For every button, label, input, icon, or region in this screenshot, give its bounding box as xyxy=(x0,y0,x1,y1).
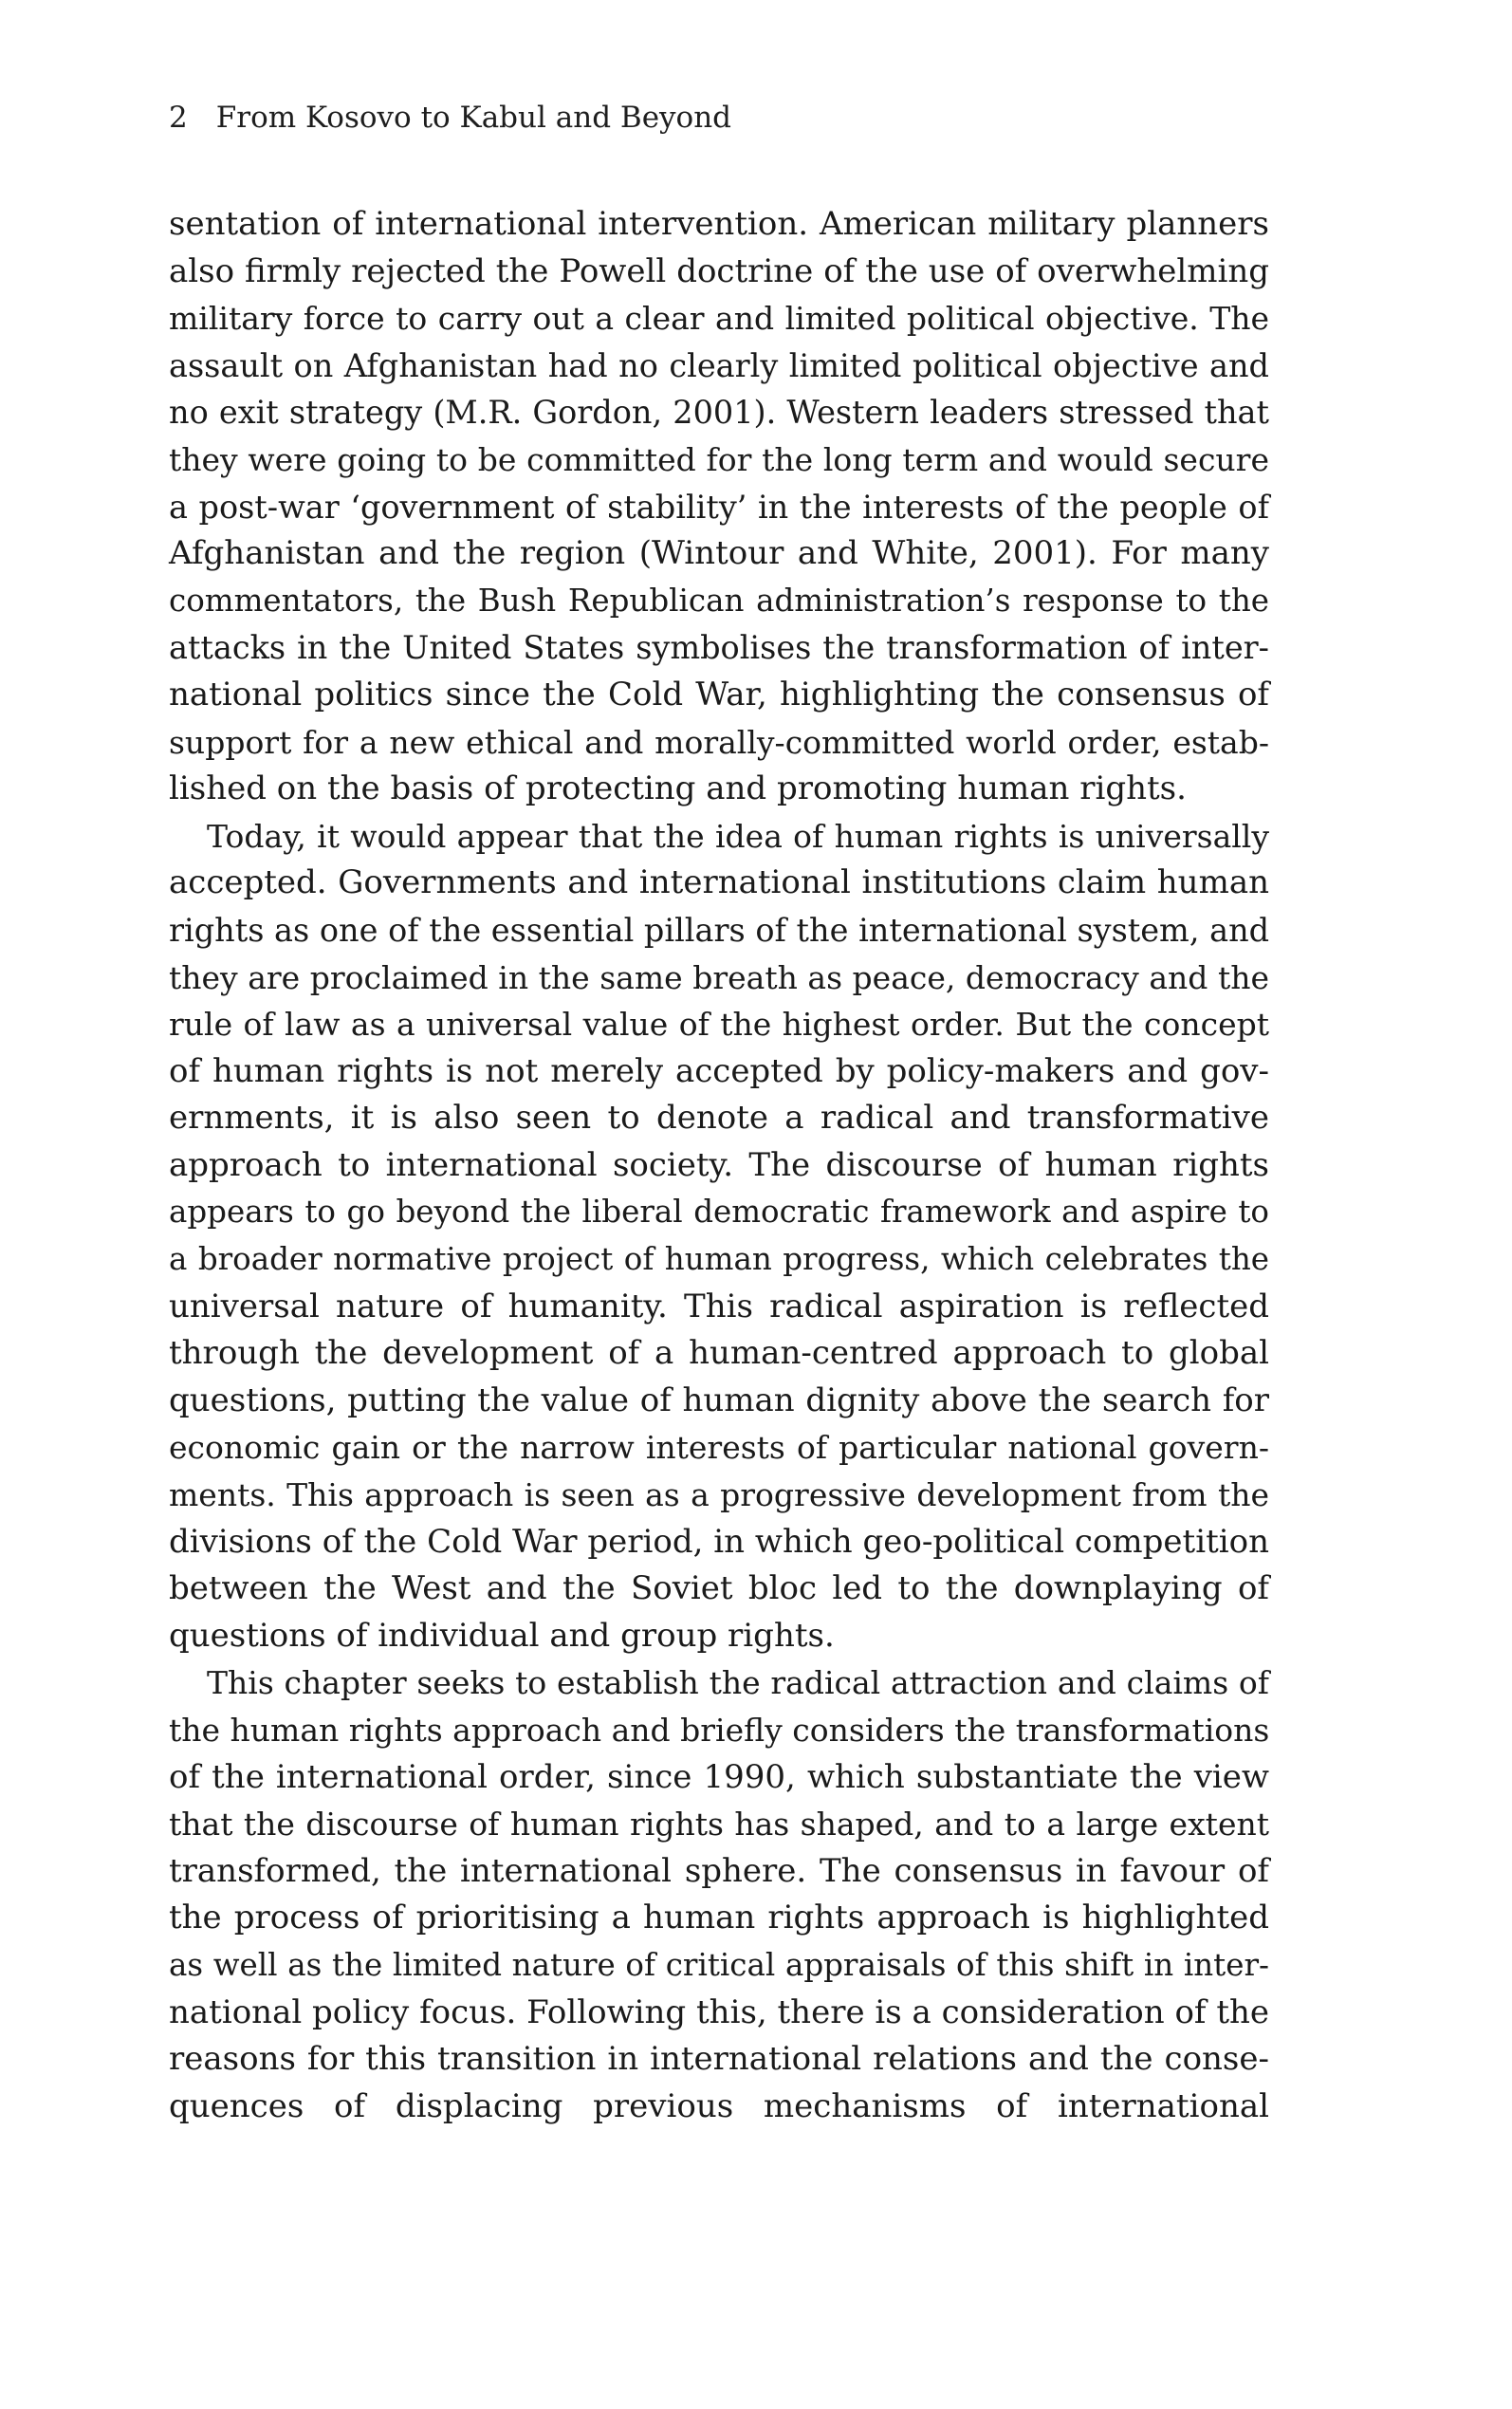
text-line: through the development of a human-centred approach to global xyxy=(169,1334,1269,1373)
text-line: assault on Afghanistan had no clearly limited political objective and xyxy=(169,346,1269,384)
text-line: quences of displacing previous mechanisms of international xyxy=(169,2086,1269,2125)
text-line: ments. This approach is seen as a progressive development from the xyxy=(169,1476,1269,1514)
text-line: a broader normative project of human progress, which celebrates the xyxy=(169,1241,1269,1278)
text-line: appears to go beyond the liberal democratic framework and aspire to xyxy=(169,1194,1269,1231)
text-line: of human rights is not merely accepted by policy-makers and gov- xyxy=(169,1051,1269,1090)
text-line: universal nature of humanity. This radical aspiration is reflected xyxy=(169,1287,1269,1325)
text-line: questions of individual and group rights. xyxy=(169,1616,835,1655)
text-line: military force to carry out a clear and limited political objective. The xyxy=(169,300,1269,338)
text-line: questions, putting the value of human dignity above the search for xyxy=(169,1381,1269,1419)
paragraph xyxy=(169,813,1269,1660)
text-line: This chapter seeks to establish the radical attraction and claims of xyxy=(207,1664,1269,1702)
text-line: a post-war ‘government of stability’ in the interests of the people of xyxy=(169,488,1269,526)
text-line: rule of law as a universal value of the highest order. But the concept xyxy=(169,1006,1269,1044)
text-line: reasons for this transition in international relations and the conse- xyxy=(169,2040,1269,2079)
text-line: support for a new ethical and morally-committed world order, estab- xyxy=(169,723,1269,761)
text-line: national policy focus. Following this, there is a consideration of the xyxy=(169,1992,1269,2031)
text-line: ernments, it is also seen to denote a radical and transformative xyxy=(169,1099,1269,1138)
text-line: also firmly rejected the Powell doctrine of the use of overwhelming xyxy=(169,251,1269,290)
body-text xyxy=(169,201,1269,2130)
text-line: Afghanistan and the region (Wintour and White, 2001). For many xyxy=(169,534,1269,573)
paragraph xyxy=(169,1659,1269,2130)
text-line: they are proclaimed in the same breath as peace, democracy and the xyxy=(169,958,1269,996)
text-line: approach to international society. The discourse of human rights xyxy=(169,1145,1269,1184)
paragraph xyxy=(169,201,1269,813)
page-number: 2 xyxy=(169,101,188,135)
text-line: accepted. Governments and international institutions claim human xyxy=(169,863,1269,902)
text-line: they were going to be committed for the long term and would secure xyxy=(169,440,1269,478)
text-line: Today, it would appear that the idea of human rights is universally xyxy=(207,817,1269,855)
text-line: of the international order, since 1990, which substantiate the view xyxy=(169,1757,1269,1796)
text-line: lished on the basis of protecting and promoting human rights. xyxy=(169,769,1187,808)
text-line: economic gain or the narrow interests of particular national govern- xyxy=(169,1429,1269,1467)
text-line: rights as one of the essential pillars of the international system, and xyxy=(169,911,1270,949)
text-line: sentation of international intervention. American military planners xyxy=(169,205,1269,243)
text-line: as well as the limited nature of critical appraisals of this shift in inter- xyxy=(169,1946,1269,1983)
text-line: national politics since the Cold War, highlighting the consensus of xyxy=(169,675,1269,713)
text-line: the process of prioritising a human rights approach is highlighted xyxy=(169,1899,1269,1937)
text-line: attacks in the United States symbolises the transformation of inter- xyxy=(169,629,1269,667)
text-line: transformed, the international sphere. The consensus in favour of xyxy=(169,1851,1269,1890)
text-line: no exit strategy (M.R. Gordon, 2001). Western leaders stressed that xyxy=(169,394,1269,432)
running-head xyxy=(169,99,731,137)
text-line: between the West and the Soviet bloc led to the downplaying of xyxy=(169,1569,1269,1608)
text-line: commentators, the Bush Republican administration’s response to the xyxy=(169,582,1269,619)
running-title: From Kosovo to Kabul and Beyond xyxy=(215,101,732,135)
text-line: that the discourse of human rights has shaped, and to a large extent xyxy=(169,1806,1269,1844)
text-line: the human rights approach and briefly considers the transformations xyxy=(169,1712,1270,1749)
text-line: divisions of the Cold War period, in which geo-political competition xyxy=(169,1522,1269,1561)
